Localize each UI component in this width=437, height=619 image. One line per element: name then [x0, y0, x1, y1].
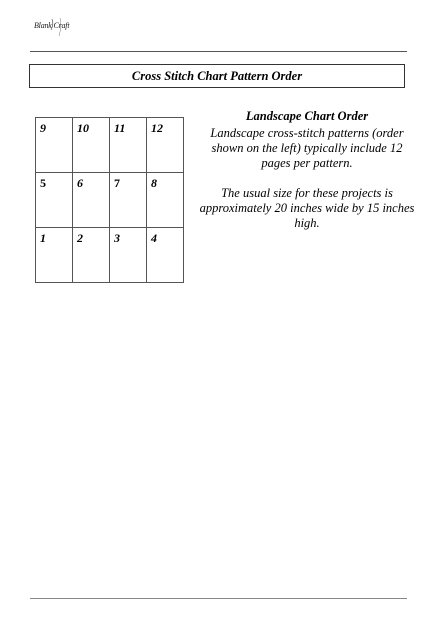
grid-cell: 9 — [36, 118, 73, 173]
grid-cell: 11 — [110, 118, 147, 173]
grid-cell: 10 — [73, 118, 110, 173]
logo — [30, 16, 76, 44]
grid-cell: 7 — [110, 173, 147, 228]
grid-cell: 3 — [110, 228, 147, 283]
footer-rule — [30, 598, 407, 599]
description-block — [198, 109, 416, 246]
page-title: Cross Stitch Chart Pattern Order — [29, 64, 405, 88]
grid-row — [36, 228, 184, 283]
header-rule — [30, 51, 407, 52]
description-paragraph-1: Landscape cross-stitch patterns (order shown on the left) typically include 12 pages per pattern. — [210, 126, 404, 170]
grid-cell: 4 — [147, 228, 184, 283]
grid-cell: 12 — [147, 118, 184, 173]
description-paragraph-2: The usual size for these projects is approximately 20 inches wide by 15 inches high. — [199, 186, 415, 230]
grid-cell: 6 — [73, 173, 110, 228]
grid-cell: 2 — [73, 228, 110, 283]
grid-cell: 5 — [36, 173, 73, 228]
grid-cell: 8 — [147, 173, 184, 228]
chart-order-grid — [35, 117, 184, 283]
logo-text: Blank Craft — [34, 21, 70, 30]
grid-cell: 1 — [36, 228, 73, 283]
grid-row — [36, 118, 184, 173]
description-heading: Landscape Chart Order — [245, 109, 369, 123]
grid-row — [36, 173, 184, 228]
